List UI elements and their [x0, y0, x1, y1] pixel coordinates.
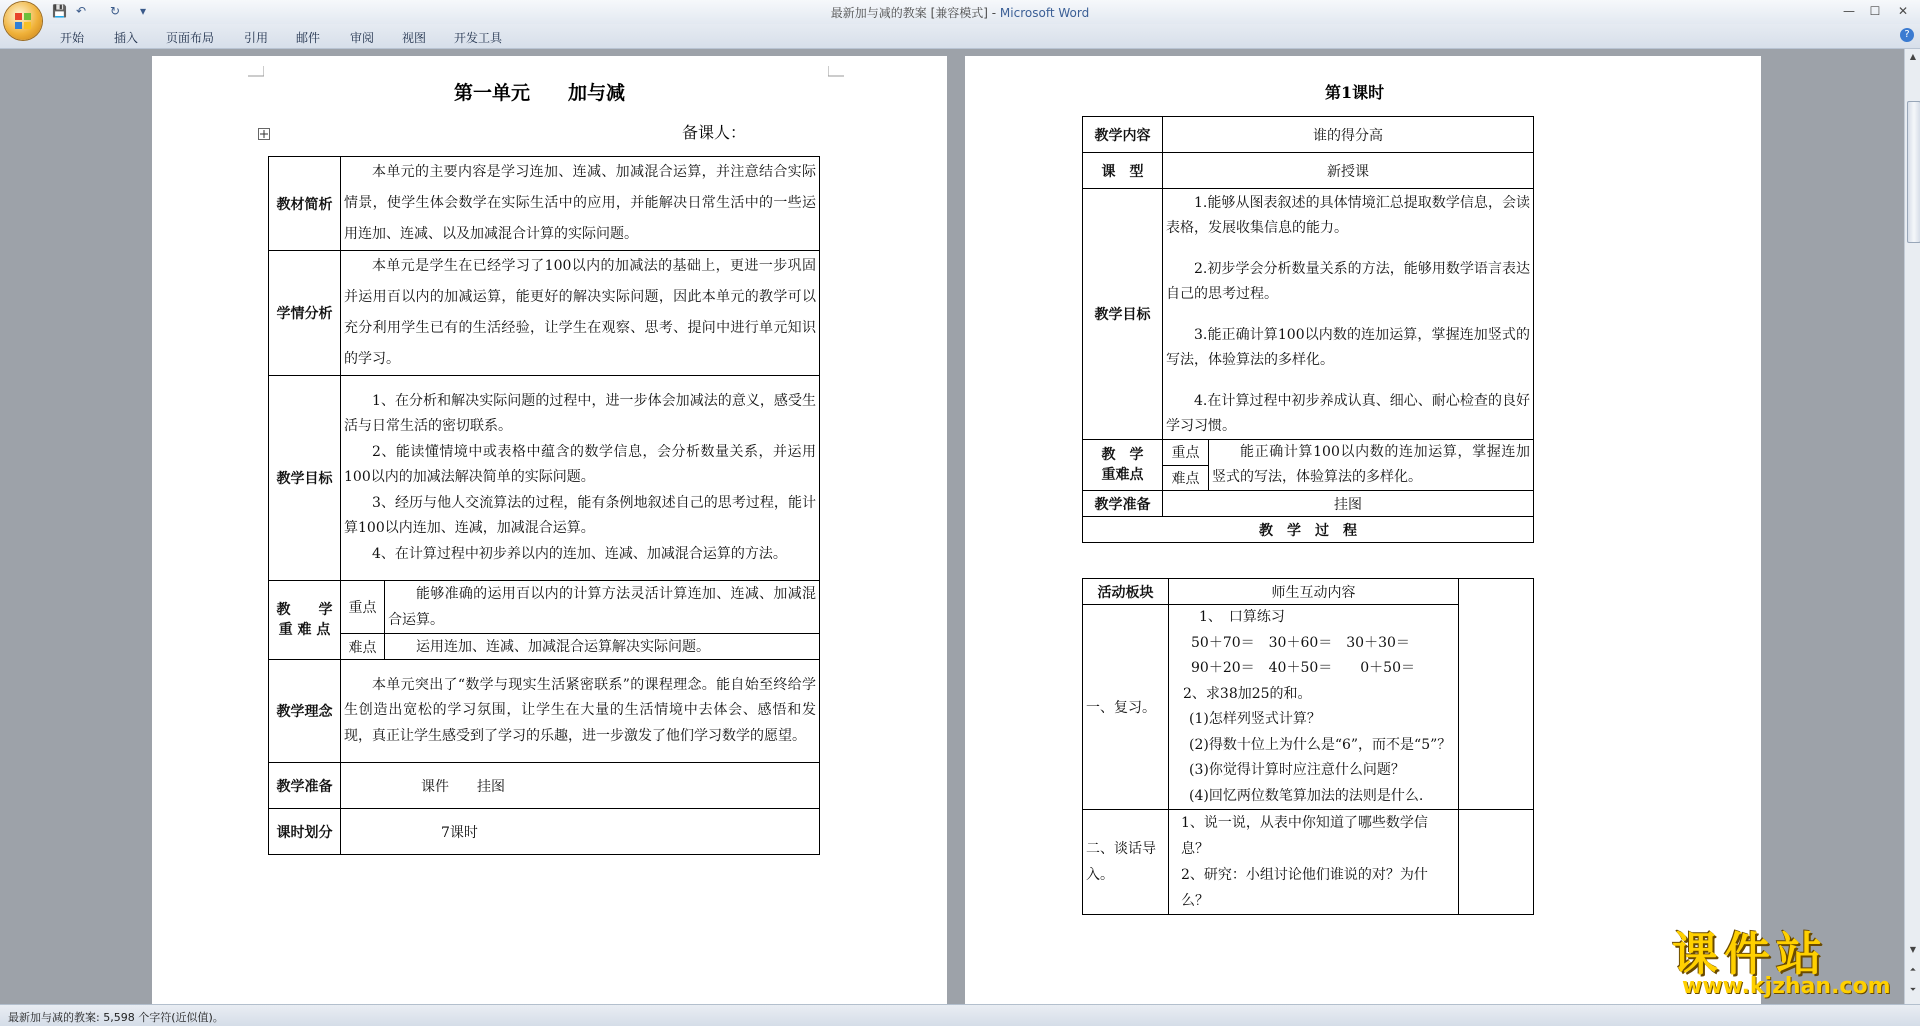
scroll-up-icon[interactable]: ▲	[1909, 52, 1917, 61]
maximize-button[interactable]: ☐	[1869, 4, 1881, 18]
fuxi-label: 一、复习。	[1083, 605, 1169, 810]
neirong-text: 谁的得分高	[1163, 117, 1534, 153]
goal-item: 1、在分析和解决实际问题的过程中，进一步体会加减法的意义，感受生活与日常生活的密切联系。	[344, 392, 816, 435]
review-line: 90＋20＝ 40＋50＝ 0＋50＝	[1191, 660, 1415, 676]
huodong-header: 师生互动内容	[1169, 579, 1459, 605]
tanhua-label: 二、谈话导入。	[1083, 810, 1169, 915]
review-line: 2、求38加25的和。	[1183, 685, 1312, 702]
prev-page-icon[interactable]: ⏶	[1909, 965, 1917, 974]
row-label-nandian: 教 学 重 难 点	[269, 581, 341, 660]
vertical-scrollbar[interactable]	[1904, 49, 1920, 1004]
intro-line: 2、研究：小组讨论他们谁说的对？为什么？	[1181, 867, 1428, 909]
zhongdian-label: 重点	[1163, 440, 1209, 466]
process-heading: 教 学 过 程	[1083, 517, 1534, 543]
kexing-text: 新授课	[1163, 153, 1534, 189]
close-button[interactable]: ✕	[1897, 4, 1909, 18]
table-row	[269, 660, 820, 763]
row-label-mubiao: 教学目标	[1083, 189, 1163, 440]
table-move-handle-icon[interactable]	[258, 128, 270, 140]
nandian-label: 难点	[341, 634, 385, 660]
ribbon-tabs	[0, 24, 1920, 49]
minimize-button[interactable]: —	[1843, 4, 1855, 18]
corner-mark	[828, 66, 844, 82]
tab-view[interactable]: 视图	[402, 31, 427, 45]
row-label-neirong: 教学内容	[1083, 117, 1163, 153]
huodong-label: 活动板块	[1083, 579, 1169, 605]
customize-quick-access-icon[interactable]: ▾	[140, 4, 147, 18]
linian-text: 本单元突出了“数学与现实生活紧密联系”的课程理念。能自始至终给学生创造出宽松的学习氛围，让学生在大量的生活情境中去体会、感悟和发现，真正让学生感受到了学习的乐趣，进一步激发了他们学习数学的愿望。	[341, 660, 820, 763]
goal-item: 4、在计算过程中初步养以内的连加、连减、加减混合运算的方法。	[372, 545, 787, 562]
table-row	[269, 634, 820, 660]
row-label-keshi: 课时划分	[269, 809, 341, 855]
window-title: 最新加与减的教案 [兼容模式] - Microsoft Word	[830, 6, 1090, 20]
row-label-zhunbei: 教学准备	[1083, 491, 1163, 517]
review-line: (3)你觉得计算时应注意什么问题？	[1189, 762, 1405, 778]
next-page-icon[interactable]: ⏷	[1909, 985, 1917, 994]
notes-cell	[1459, 579, 1534, 810]
office-logo-icon	[14, 12, 32, 30]
zhunbei-text: 课件 挂图	[341, 763, 820, 809]
row-label-mubiao: 教学目标	[269, 376, 341, 581]
keshi-text: 7课时	[341, 809, 820, 855]
unit-plan-table	[268, 156, 820, 855]
page-1[interactable]	[152, 56, 947, 1004]
table-row	[269, 251, 820, 376]
notes-cell	[1459, 810, 1534, 915]
table-row	[1083, 153, 1534, 189]
goal-item: 2、能读懂情境中或表格中蕴含的数学信息，会分析数量关系，并运用100以内的加减法解决简单的实际问题。	[344, 443, 816, 486]
document-workspace[interactable]	[0, 49, 1904, 1004]
redo-icon[interactable]: ↻	[110, 4, 121, 18]
review-line: (1)怎样列竖式计算？	[1189, 711, 1321, 727]
watermark-url: www.kjzhan.com	[1682, 974, 1891, 999]
goal-item: 3、经历与他人交流算法的过程，能有条例地叙述自己的思考过程，能计算100以内连加、连减，加减混合运算。	[344, 494, 816, 537]
page-2[interactable]	[965, 56, 1761, 1004]
table-row	[1083, 517, 1534, 543]
title-bar	[0, 0, 1920, 24]
office-button[interactable]	[4, 2, 42, 40]
watermark	[1672, 918, 1904, 1004]
row-label-zhunbei: 教学准备	[269, 763, 341, 809]
goal-item: 1.能够从图表叙述的具体情境汇总提取数学信息，会读表格，发展收集信息的能力。	[1166, 195, 1530, 236]
table-row	[1083, 810, 1534, 915]
review-line: (4)回忆两位数笔算加法的法则是什么.	[1189, 787, 1424, 804]
nandian-label: 难点	[1163, 465, 1209, 491]
table-row	[269, 763, 820, 809]
scroll-thumb[interactable]	[1907, 101, 1920, 243]
tab-mailings[interactable]: 邮件	[296, 31, 321, 45]
zhongdian-text: 能够准确的运用百以内的计算方法灵活计算连加、连减、加减混合运算。	[385, 581, 820, 634]
scroll-down-icon[interactable]: ▼	[1909, 945, 1917, 954]
table-row	[269, 809, 820, 855]
status-bar	[0, 1004, 1920, 1026]
unit-title: 第一单元 加与减	[454, 82, 626, 104]
table-row	[269, 376, 820, 581]
tab-home[interactable]: 开始	[60, 31, 85, 45]
row-label-nandian: 教 学 重难点	[1083, 440, 1163, 491]
help-icon[interactable]: ?	[1900, 28, 1914, 42]
table-row	[1083, 491, 1534, 517]
table-row	[269, 581, 820, 634]
goal-item: 2.初步学会分析数量关系的方法，能够用数学语言表达自己的思考过程。	[1166, 261, 1530, 302]
tab-insert[interactable]: 插入	[114, 31, 139, 45]
table-row	[1083, 189, 1534, 440]
table-row	[1083, 440, 1534, 466]
lesson-plan-table	[1082, 116, 1534, 543]
intro-line: 1、说一说，从表中你知道了哪些数学信息？	[1181, 815, 1428, 857]
review-line: 50＋70＝ 30＋60＝ 30＋30＝	[1191, 634, 1410, 651]
zhongdian-label: 重点	[341, 581, 385, 634]
review-line: (2)得数十位上为什么是“6”，而不是“5”？	[1189, 736, 1452, 753]
table-row	[1083, 579, 1534, 605]
xueqing-text: 本单元是学生在已经学习了100以内的加减法的基础上，更进一步巩固并运用百以内的加减运算，能更好的解决实际问题，因此本单元的教学可以充分利用学生已有的生活经验，让学生在观察、思考、提问中进行单元知识的学习。	[341, 251, 820, 376]
row-label-jiaocai: 教材简析	[269, 157, 341, 251]
lesson-title: 第1课时	[1325, 83, 1385, 102]
preparer-label: 备课人：	[682, 123, 747, 142]
tab-page-layout[interactable]: 页面布局	[166, 31, 215, 45]
goal-item: 4.在计算过程中初步养成认真、细心、耐心检查的良好学习习惯。	[1166, 393, 1530, 434]
tab-developer[interactable]: 开发工具	[454, 31, 503, 45]
goal-item: 3.能正确计算100以内数的连加运算，掌握连加竖式的写法，体验算法的多样化。	[1166, 327, 1530, 368]
table-row	[269, 157, 820, 251]
jiaocai-text: 本单元的主要内容是学习连加、连减、加减混合运算，并注意结合实际情景，使学生体会数学在实际生活中的应用，并能解决日常生活中的一些运用连加、连减、以及加减混合计算的实际问题。	[341, 157, 820, 251]
zhunbei-text: 挂图	[1163, 491, 1534, 517]
undo-icon[interactable]: ↶	[76, 4, 87, 18]
save-icon[interactable]: 💾	[52, 4, 67, 18]
corner-mark	[248, 66, 264, 82]
row-label-xueqing: 学情分析	[269, 251, 341, 376]
word-count-status[interactable]: 最新加与减的教案: 5,598 个字符(近似值)。	[8, 1011, 224, 1024]
tab-review[interactable]: 审阅	[350, 31, 375, 45]
row-label-linian: 教学理念	[269, 660, 341, 763]
nandian-text: 能正确计算100以内数的连加运算，掌握连加竖式的写法，体验算法的多样化。	[1209, 440, 1534, 491]
watermark-logo: 课件站	[1672, 927, 1828, 981]
review-line: 1、 口算练习	[1199, 609, 1285, 625]
row-label-kexing: 课 型	[1083, 153, 1163, 189]
table-row	[1083, 117, 1534, 153]
process-table	[1082, 578, 1534, 915]
nandian-text: 运用连加、连减、加减混合运算解决实际问题。	[385, 634, 820, 660]
tab-references[interactable]: 引用	[244, 31, 269, 45]
